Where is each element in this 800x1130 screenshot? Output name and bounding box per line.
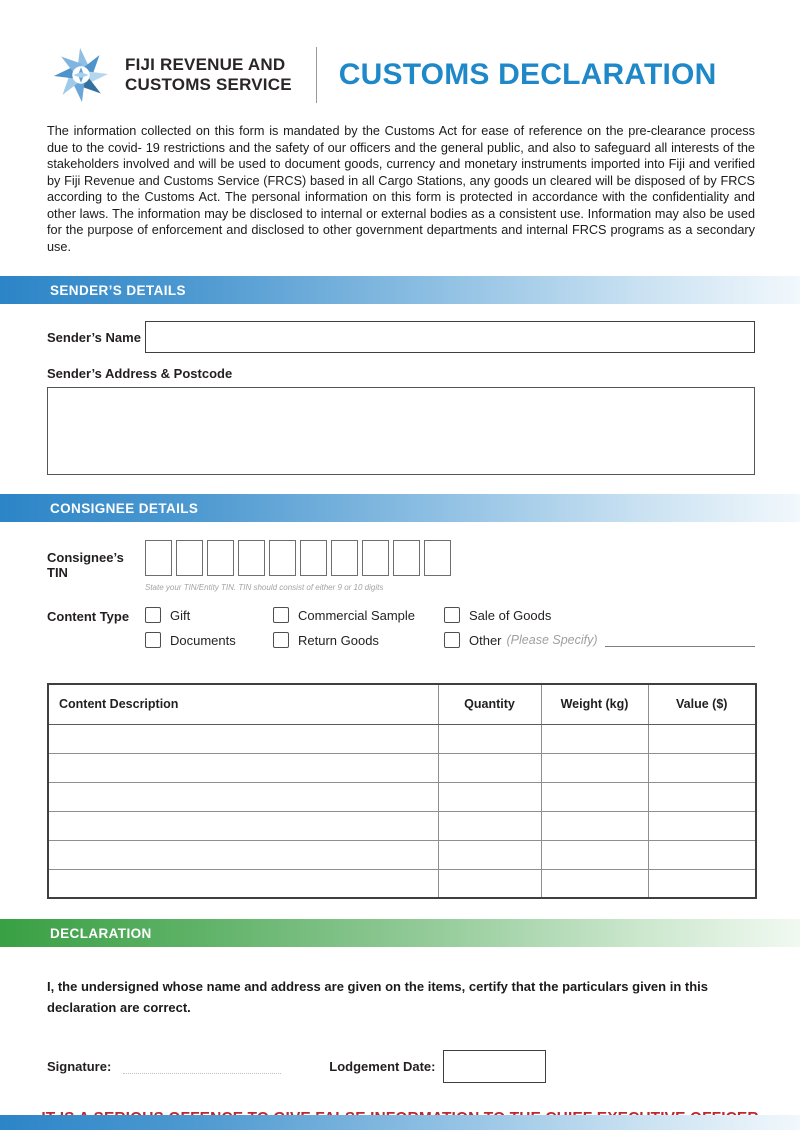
checkbox[interactable]: [444, 607, 460, 623]
section-header-consignee: [0, 494, 800, 522]
content-type-option-other: [444, 632, 755, 648]
items-table: [47, 683, 757, 899]
table-row: [48, 869, 756, 898]
table-cell[interactable]: [438, 811, 541, 840]
table-cell[interactable]: [438, 753, 541, 782]
tin-digit-box[interactable]: [424, 540, 451, 576]
tin-digit-box[interactable]: [145, 540, 172, 576]
intro-paragraph: The information collected on this form is mandated by the Customs Act for ease of reference on the pre-clearance process due to the covid- 19 restrictions and the safety of our officers and the general public, and also to safeguard all interests of the stakeholders involved and will be used to document goods, currency and monetary instruments imported into Fiji and verified by Fiji Revenue and Customs Service (FRCS) based in all Cargo Stations, any goods un cleared will be disposed of by FRCS according to the Customs Act. The personal information on this form is protected in accordance with the confidentiality and other laws. The information may be disclosed to internal or external bodies as a consistent use. Information may also be used for the purpose of enforcement and disclosed to other government departments and internal FRCS programs as a secondary use.: [47, 124, 755, 254]
table-cell[interactable]: [48, 811, 438, 840]
table-header-row: [48, 684, 756, 724]
checkbox-label: Return Goods: [298, 632, 379, 648]
sender-name-row: [47, 321, 755, 353]
other-hint: (Please Specify): [506, 633, 598, 647]
checkbox[interactable]: [145, 607, 161, 623]
sender-address-input[interactable]: [47, 387, 755, 475]
checkbox-label: Commercial Sample: [298, 607, 416, 623]
checkbox-label: Sale of Goods: [469, 607, 552, 623]
content-type-block: [47, 607, 755, 657]
consignee-tin-row: [47, 540, 755, 580]
column-header: Content Description: [48, 684, 438, 724]
checkbox-label: Gift: [170, 607, 191, 623]
section-header-sender: [0, 276, 800, 304]
table-cell[interactable]: [541, 869, 648, 898]
frcs-logo-icon: [50, 44, 112, 106]
table-row: [48, 840, 756, 869]
table-cell[interactable]: [541, 724, 648, 753]
table-cell[interactable]: [648, 782, 756, 811]
table-cell[interactable]: [648, 869, 756, 898]
table-row: [48, 782, 756, 811]
content-type-option: [273, 607, 444, 623]
table-cell[interactable]: [541, 840, 648, 869]
checkbox[interactable]: [273, 607, 289, 623]
footer-bar: [0, 1115, 800, 1130]
checkbox[interactable]: [273, 632, 289, 648]
signature-input[interactable]: [123, 1059, 281, 1074]
table-cell[interactable]: [648, 753, 756, 782]
signature-label: Signature:: [47, 1058, 112, 1074]
content-type-option: [273, 632, 444, 648]
table-cell[interactable]: [438, 782, 541, 811]
org-name: [125, 55, 292, 95]
lodgement-date-label: Lodgement Date:: [329, 1058, 436, 1074]
table-cell[interactable]: [48, 840, 438, 869]
section-title: CONSIGNEE DETAILS: [50, 500, 199, 516]
tin-digit-box[interactable]: [176, 540, 203, 576]
sender-address-label: Sender’s Address & Postcode: [47, 366, 233, 381]
content-type-label: Content Type: [47, 609, 130, 624]
tin-boxes: [145, 540, 451, 576]
tin-digit-box[interactable]: [331, 540, 358, 576]
content-type-option: [145, 607, 273, 623]
declaration-statement: I, the undersigned whose name and address are given on the items, certify that the particulars given in this declaration are correct.: [47, 979, 708, 1015]
table-cell[interactable]: [541, 753, 648, 782]
table-cell[interactable]: [648, 840, 756, 869]
table-cell[interactable]: [48, 753, 438, 782]
header-divider: [316, 47, 317, 103]
other-specify-input[interactable]: [605, 634, 755, 647]
signature-row: [47, 1050, 755, 1083]
consignee-tin-label: Consignee’s TIN: [47, 550, 124, 580]
table-cell[interactable]: [541, 782, 648, 811]
form-header: [0, 0, 800, 106]
table-cell[interactable]: [48, 782, 438, 811]
tin-digit-box[interactable]: [362, 540, 389, 576]
page-title: CUSTOMS DECLARATION: [338, 58, 717, 91]
content-type-option: [444, 607, 755, 623]
tin-digit-box[interactable]: [207, 540, 234, 576]
column-header: Value ($): [648, 684, 756, 724]
checkbox[interactable]: [145, 632, 161, 648]
tin-digit-box[interactable]: [238, 540, 265, 576]
checkbox-label: Documents: [170, 632, 236, 648]
section-title: DECLARATION: [50, 925, 152, 941]
tin-digit-box[interactable]: [300, 540, 327, 576]
tin-digit-box[interactable]: [393, 540, 420, 576]
table-cell[interactable]: [438, 724, 541, 753]
content-type-row-1: [145, 607, 755, 623]
section-header-declaration: [0, 919, 800, 947]
table-row: [48, 724, 756, 753]
lodgement-date-input[interactable]: [443, 1050, 546, 1083]
table-row: [48, 753, 756, 782]
table-row: [48, 811, 756, 840]
sender-name-input[interactable]: [145, 321, 755, 353]
table-cell[interactable]: [648, 724, 756, 753]
table-cell[interactable]: [438, 869, 541, 898]
org-name-line1: FIJI REVENUE AND: [125, 54, 286, 74]
table-cell[interactable]: [438, 840, 541, 869]
column-header: Weight (kg): [541, 684, 648, 724]
tin-hint: State your TIN/Entity TIN. TIN should consist of either 9 or 10 digits: [145, 583, 384, 592]
content-type-row-2: [145, 632, 755, 648]
content-type-option: [145, 632, 273, 648]
table-cell[interactable]: [648, 811, 756, 840]
table-cell[interactable]: [48, 724, 438, 753]
other-label: Other: [469, 632, 502, 648]
section-title: SENDER’S DETAILS: [50, 282, 186, 298]
sender-name-label: Sender’s Name: [47, 329, 141, 345]
table-cell[interactable]: [48, 869, 438, 898]
table-cell[interactable]: [541, 811, 648, 840]
other-checkbox[interactable]: [444, 632, 460, 648]
column-header: Quantity: [438, 684, 541, 724]
tin-digit-box[interactable]: [269, 540, 296, 576]
org-name-line2: CUSTOMS SERVICE: [125, 75, 292, 94]
